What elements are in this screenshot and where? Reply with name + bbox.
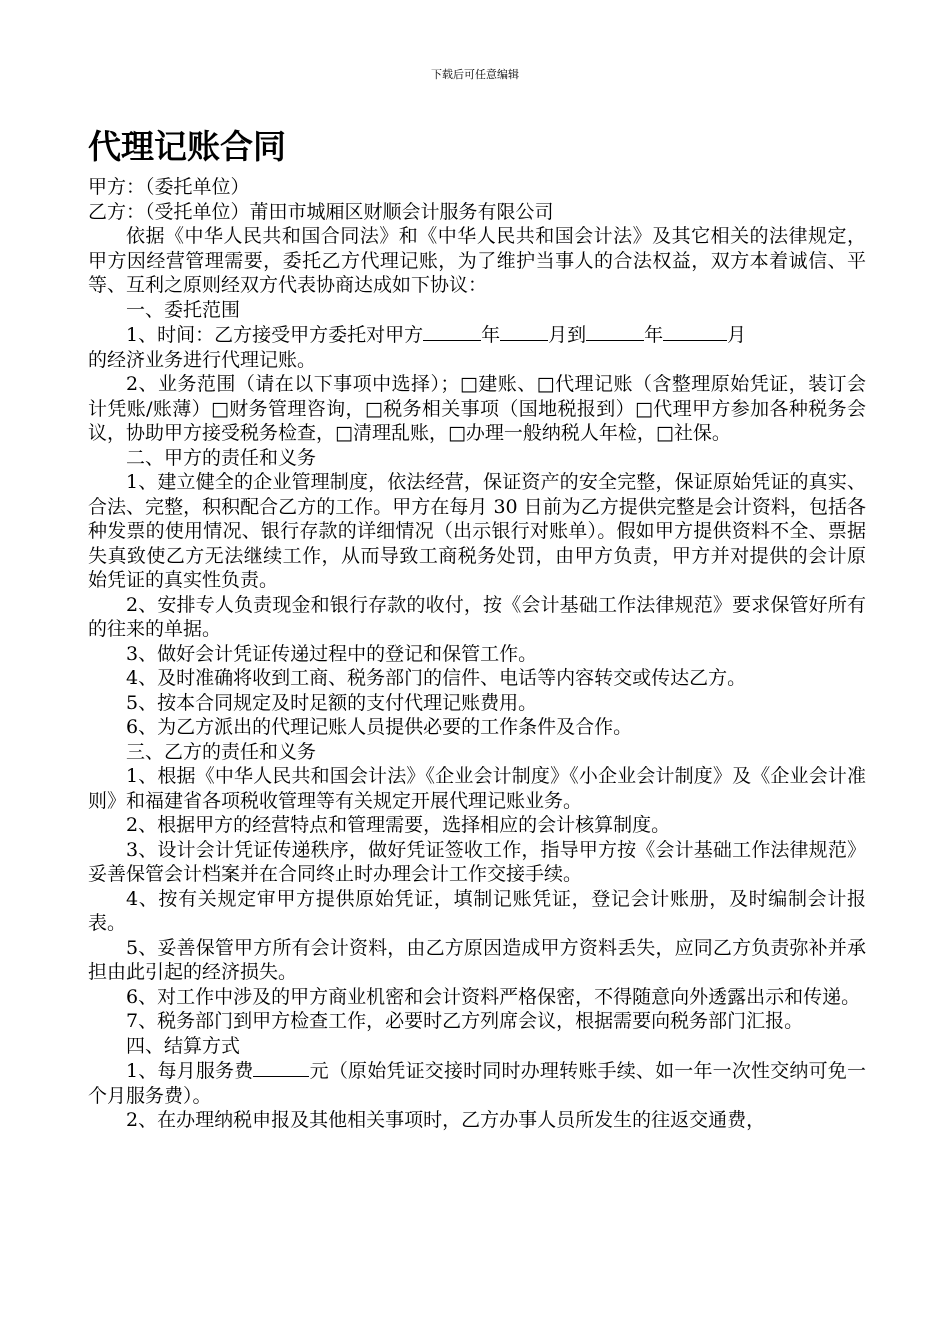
start-month-blank [500, 322, 548, 341]
party-b-duty-item: 6、对工作中涉及的甲方商业机密和会计资料严格保密，不得随意向外透露出示和传递。 [126, 985, 861, 1008]
section-heading-party-a-duties: 二、甲方的责任和义务 [126, 446, 317, 469]
party-b-duty-item: 1、根据《中华人民共和国会计法》《企业会计制度》《小企业会计制度》及《企业会计准则》和福建省各项税收管理等有关规定开展代理记账业务。 [88, 765, 866, 812]
document-title: 代理记账合同 [88, 127, 286, 166]
section-heading-party-b-duties: 三、乙方的责任和义务 [126, 740, 317, 763]
scope-time-continued: 的经济业务进行代理记账。 [88, 348, 317, 371]
party-a-duty-item: 1、建立健全的企业管理制度，依法经营，保证资产的安全完整，保证原始凭证的真实、合法、完整，积积配合乙方的工作。甲方在每月 30 日前为乙方提供完整是会计资料，包括各种发票的使用情况、银行存款的详细情况（出示银行对账单）。假如甲方提供资料不全、票据失真致使乙方无法继续工作，从而导致工商税务处罚，由甲方负责，甲方并对提供的会计原始凭证的真实性负责。 [88, 471, 866, 591]
party-a-duty-item: 3、做好会计凭证传递过程中的登记和保管工作。 [126, 642, 538, 665]
party-a-duty-item: 5、按本合同规定及时足额的支付代理记账费用。 [126, 691, 538, 714]
party-a-duty-item: 6、为乙方派出的代理记账人员提供必要的工作条件及合作。 [126, 716, 633, 738]
party-b-duty-item: 4、按有关规定审甲方提供原始凭证，填制记账凭证，登记会计账册，及时编制会计报表。 [88, 887, 866, 934]
party-b-duty-item: 7、税务部门到甲方检查工作，必要时乙方列席会议，根据需要向税务部门汇报。 [126, 1010, 804, 1032]
settlement-item: 2、在办理纳税申报及其他相关事项时，乙方办事人员所发生的往返交通费， [126, 1109, 766, 1131]
party-a-duty-item: 2、安排专人负责现金和银行存款的收付，按《会计基础工作法律规范》要求保管好所有的往来的单据。 [88, 593, 866, 640]
section-heading-settlement: 四、结算方式 [126, 1034, 241, 1057]
party-b-duty-item: 2、根据甲方的经营特点和管理需要，选择相应的会计核算制度。 [126, 814, 671, 836]
page-header: 下载后可任意编辑 [431, 68, 519, 81]
section-heading-scope: 一、委托范围 [126, 298, 241, 321]
party-b-duty-item: 3、设计会计凭证传递秩序，做好凭证签收工作，指导甲方按《会计基础工作法律规范》妥善保管会计档案并在合同终止时办理会计工作交接手续。 [88, 838, 866, 885]
party-b-line: 乙方：（受托单位）莆田市城厢区财顺会计服务有限公司 [88, 200, 554, 223]
party-a-duty-item: 4、及时准确将收到工商、税务部门的信件、电话等内容转交或传达乙方。 [126, 667, 747, 689]
scope-business-range: 2、业务范围（请在以下事项中选择）；□建账、□代理记账（含整理原始凭证，装订会计凭账/账薄）□财务管理咨询，□税务相关事项（国地税报到）□代理甲方参加各种税务会议，协助甲方接受税务检查，□清理乱账，□办理一般纳税人年检，□社保。 [88, 373, 866, 444]
party-a-line: 甲方：（委托单位） [88, 176, 250, 198]
party-b-duty-item: 5、妥善保管甲方所有会计资料，由乙方原因造成甲方资料丢失，应同乙方负责弥补并承担由此引起的经济损失。 [88, 936, 866, 983]
end-year-blank [586, 322, 644, 341]
settlement-fee-line: 1、每月服务费 元（原始凭证交接时同时办理转账手续、如一年一次性交纳可免一个月服务费）。 [88, 1060, 866, 1107]
monthly-fee-blank [253, 1058, 309, 1077]
start-year-blank [423, 322, 481, 341]
intro-paragraph: 依据《中华人民共和国合同法》和《中华人民共和国会计法》及其它相关的法律规定，甲方因经营管理需要，委托乙方代理记账，为了维护当事人的合法权益，双方本着诚信、平等、互利之原则经双方代表协商达成如下协议： [88, 225, 866, 296]
scope-time-line: 1、时间：乙方接受甲方委托对甲方 年 月到 年 月 [126, 324, 747, 346]
end-month-blank [663, 322, 727, 341]
contract-body [88, 175, 866, 1133]
